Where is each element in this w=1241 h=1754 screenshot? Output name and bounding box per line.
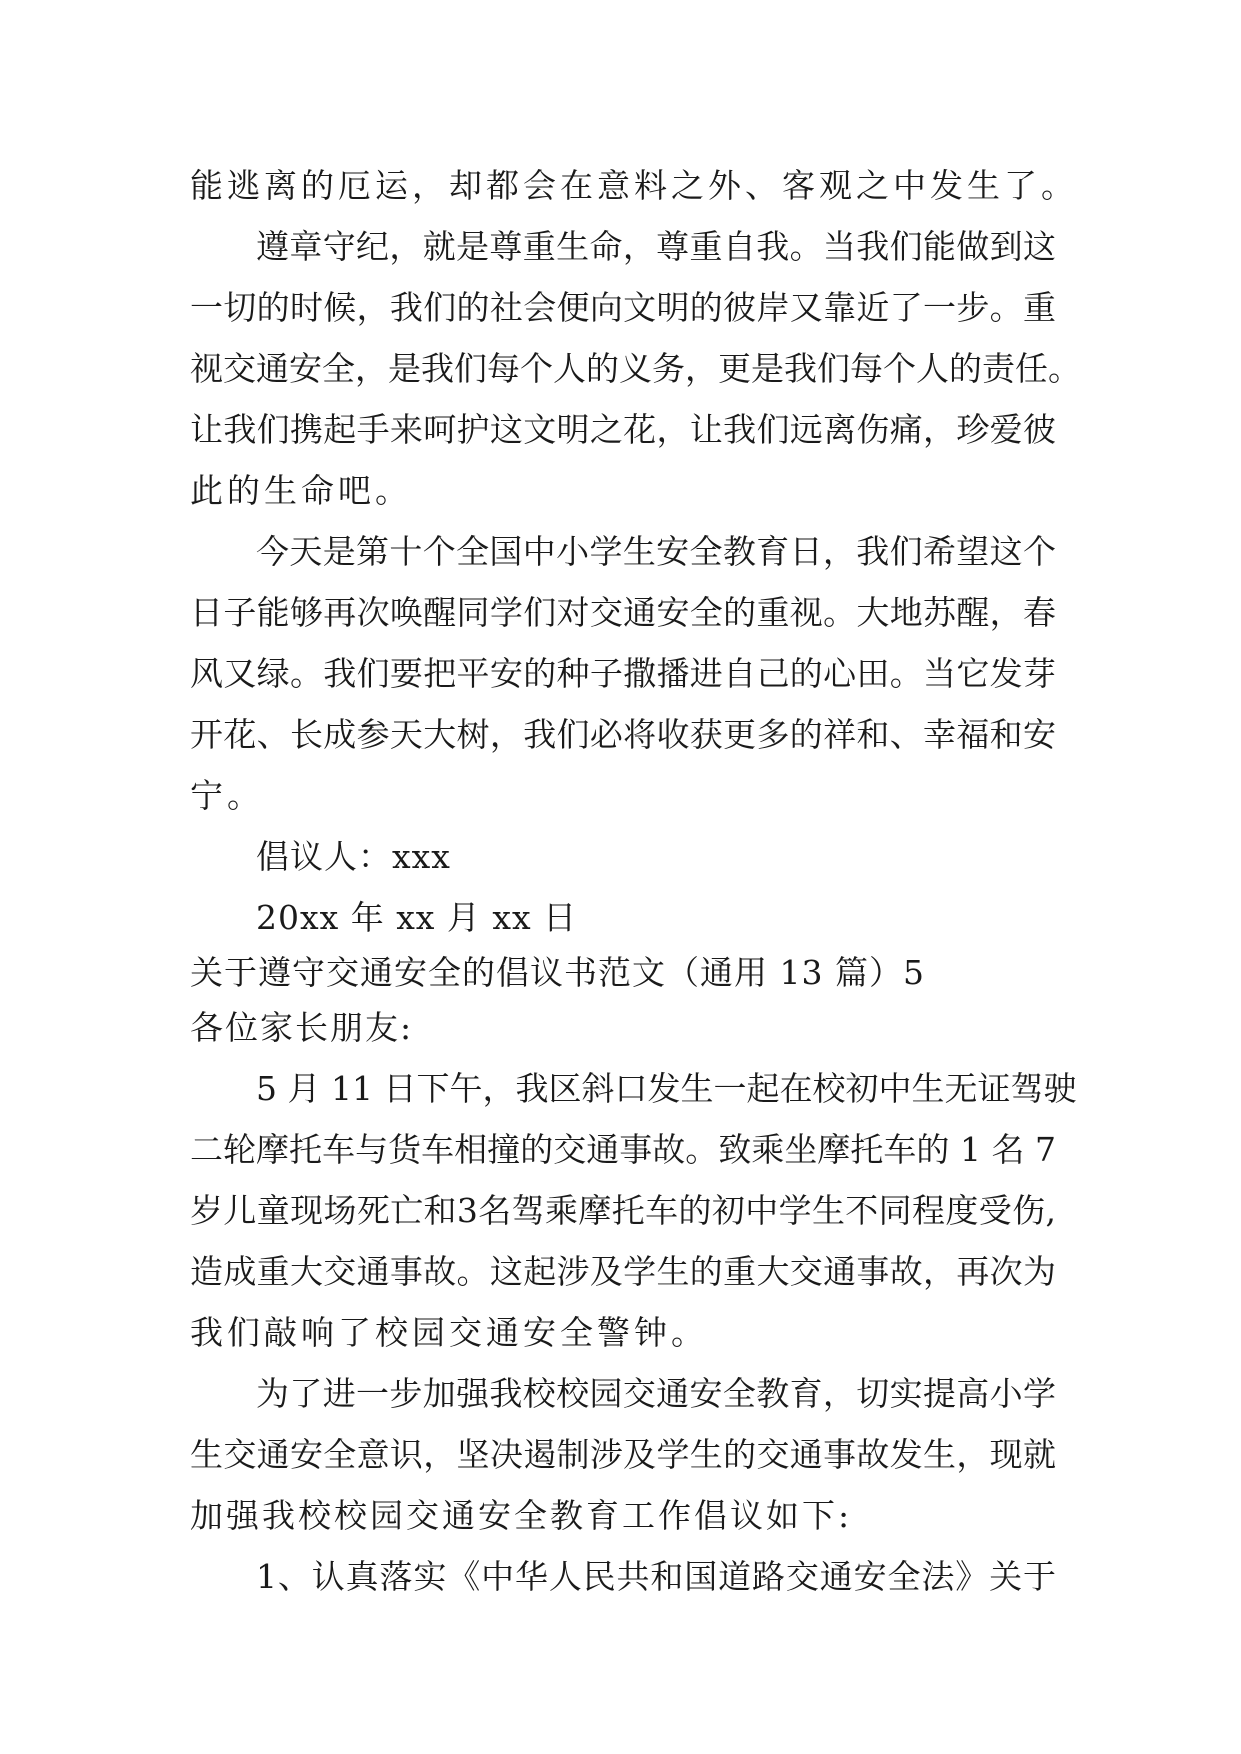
text-line: 宁。 [190, 776, 264, 815]
text-line: 生交通安全意识，坚决遏制涉及学生的交通事故发生，现就 [190, 1435, 1056, 1474]
text-line: 岁儿童现场死亡和3名驾乘摩托车的初中学生不同程度受伤, [190, 1191, 1056, 1230]
text-line: 让我们携起手来呵护这文明之花，让我们远离伤痛，珍爱彼 [190, 410, 1056, 449]
text-line: 加强我校校园交通安全教育工作倡议如下: [190, 1496, 853, 1535]
text-line: 一切的时候，我们的社会便向文明的彼岸又靠近了一步。重 [190, 288, 1056, 327]
text-line: 造成重大交通事故。这起涉及学生的重大交通事故，再次为 [190, 1252, 1056, 1291]
text-line: 能逃离的厄运，却都会在意料之外、客观之中发生了。 [190, 166, 1078, 205]
text-line: 今天是第十个全国中小学生安全教育日，我们希望这个 [256, 532, 1056, 571]
salutation: 各位家长朋友: [190, 1008, 414, 1047]
signature-date: 20xx 年 xx 月 xx 日 [256, 898, 578, 937]
text-line: 5 月 11 日下午，我区斜口发生一起在校初中生无证驾驶 [256, 1069, 1077, 1108]
section-title: 关于遵守交通安全的倡议书范文（通用 13 篇）5 [190, 953, 925, 992]
text-line: 风又绿。我们要把平安的种子撒播进自己的心田。当它发芽 [190, 654, 1056, 693]
text-line: 视交通安全，是我们每个人的义务，更是我们每个人的责任。 [190, 349, 1081, 388]
text-line: 日子能够再次唤醒同学们对交通安全的重视。大地苏醒，春 [190, 593, 1056, 632]
text-line: 遵章守纪，就是尊重生命，尊重自我。当我们能做到这 [256, 227, 1056, 266]
text-line: 1、认真落实《中华人民共和国道路交通安全法》关于 [256, 1557, 1056, 1596]
proposer-signature: 倡议人：xxx [256, 837, 451, 876]
text-line: 二轮摩托车与货车相撞的交通事故。致乘坐摩托车的 1 名 7 [190, 1130, 1056, 1169]
text-line: 我们敲响了校园交通安全警钟。 [190, 1313, 708, 1352]
text-line: 此的生命吧。 [190, 471, 412, 510]
text-line: 开花、长成参天大树，我们必将收获更多的祥和、幸福和安 [190, 715, 1056, 754]
text-line: 为了进一步加强我校校园交通安全教育，切实提高小学 [256, 1374, 1056, 1413]
